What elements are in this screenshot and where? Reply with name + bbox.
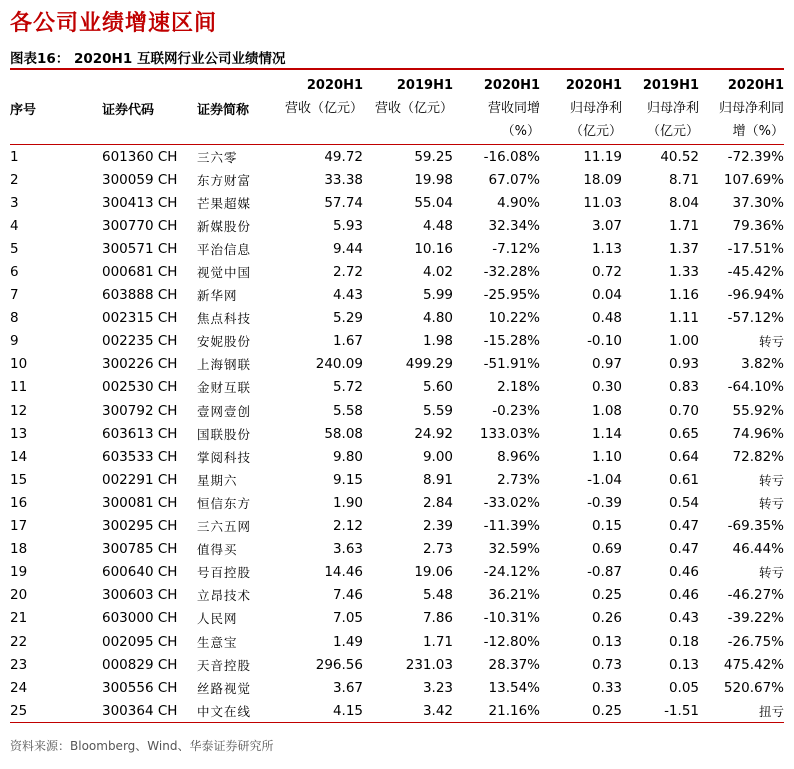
cell-rev20: 58.08 (324, 425, 363, 442)
cell-rev19: 499.29 (405, 356, 453, 373)
cell-name: 新媒股份 (197, 218, 252, 234)
cell-seq: 18 (10, 541, 28, 558)
cell-rev20: 3.67 (332, 679, 363, 696)
cell-name: 值得买 (197, 542, 238, 558)
cell-np-yoy: 72.82% (732, 448, 784, 465)
cell-name: 平治信息 (197, 241, 252, 257)
cell-seq: 13 (10, 425, 28, 442)
cell-name: 中文在线 (197, 703, 252, 719)
table-row (10, 653, 784, 676)
cell-np19: 8.04 (668, 194, 699, 211)
header-code: 证券代码 (102, 102, 155, 118)
cell-code: 300364 CH (102, 702, 178, 719)
table-row (10, 307, 784, 330)
cell-seq: 5 (10, 240, 19, 257)
cell-rev19: 2.39 (422, 518, 453, 535)
cell-np20: 0.25 (591, 587, 622, 604)
cell-rev20: 5.58 (332, 402, 363, 419)
cell-np19: 0.64 (668, 448, 699, 465)
cell-code: 603613 CH (102, 425, 178, 442)
cell-rev-yoy: -10.31% (483, 610, 540, 627)
cell-seq: 6 (10, 264, 19, 281)
table-row (10, 468, 784, 491)
cell-name: 国联股份 (197, 426, 252, 442)
cell-np20: 0.13 (591, 633, 622, 650)
cell-np19: 0.47 (668, 541, 699, 558)
cell-rev-yoy: -16.08% (483, 148, 540, 165)
cell-rev20: 4.15 (332, 702, 363, 719)
cell-code: 300226 CH (102, 356, 178, 373)
table-row (10, 445, 784, 468)
cell-np-yoy: 55.92% (732, 402, 784, 419)
cell-seq: 22 (10, 633, 28, 650)
cell-np-yoy: -64.10% (727, 379, 784, 396)
cell-np20: 0.25 (591, 702, 622, 719)
cell-np20: 0.33 (591, 679, 622, 696)
cell-np20: 11.19 (583, 148, 622, 165)
cell-seq: 2 (10, 171, 19, 188)
cell-rev19: 8.91 (422, 471, 453, 488)
cell-np20: 0.48 (591, 310, 622, 327)
figure-caption: 图表16： 2020H1 互联网行业公司业绩情况 (10, 51, 286, 67)
cell-code: 300556 CH (102, 679, 178, 696)
cell-rev20: 5.93 (332, 217, 363, 234)
header-rev20: 2020H1 营收（亿元） (284, 78, 363, 116)
cell-rev19: 2.84 (422, 494, 453, 511)
cell-np19: 0.13 (668, 656, 699, 673)
cell-rev-yoy: 10.22% (488, 310, 540, 327)
cell-name: 上海钢联 (197, 357, 252, 373)
cell-rev19: 5.48 (422, 587, 453, 604)
cell-rev-yoy: 13.54% (488, 679, 540, 696)
cell-code: 002530 CH (102, 379, 178, 396)
cell-np20: -0.87 (587, 564, 622, 581)
cell-rev19: 5.59 (422, 402, 453, 419)
cell-rev20: 5.72 (332, 379, 363, 396)
cell-rev20: 2.12 (332, 518, 363, 535)
cell-name: 人民网 (197, 611, 238, 627)
cell-rev20: 14.46 (324, 564, 363, 581)
cell-np20: 0.97 (591, 356, 622, 373)
cell-rev19: 4.80 (422, 310, 453, 327)
cell-rev20: 7.46 (332, 587, 363, 604)
page-title: 各公司业绩增速区间 (10, 10, 218, 36)
cell-seq: 9 (10, 333, 19, 350)
figure-caption-bar (10, 44, 784, 70)
cell-name: 立昂技术 (197, 588, 252, 604)
cell-code: 300603 CH (102, 587, 178, 604)
cell-rev-yoy: -25.95% (483, 287, 540, 304)
cell-rev-yoy: -11.39% (483, 518, 540, 535)
cell-np-yoy: -57.12% (727, 310, 784, 327)
header-name: 证券简称 (197, 102, 250, 118)
cell-np19: 1.37 (668, 240, 699, 257)
cell-np19: 8.71 (668, 171, 699, 188)
cell-rev19: 19.06 (414, 564, 453, 581)
cell-seq: 20 (10, 587, 28, 604)
cell-seq: 21 (10, 610, 28, 627)
cell-np-yoy: 46.44% (732, 541, 784, 558)
cell-name: 掌阅科技 (197, 449, 252, 465)
table-row (10, 399, 784, 422)
cell-rev-yoy: 32.34% (488, 217, 540, 234)
cell-rev-yoy: -12.80% (483, 633, 540, 650)
cell-rev19: 5.99 (422, 287, 453, 304)
header-np-yoy: 2020H1 归母净利同 增（%） (718, 78, 784, 139)
cell-np19: 0.43 (668, 610, 699, 627)
cell-np-yoy: -46.27% (727, 587, 784, 604)
cell-np19: 1.00 (668, 333, 699, 350)
cell-np20: 18.09 (583, 171, 622, 188)
cell-code: 300413 CH (102, 194, 178, 211)
cell-code: 300081 CH (102, 494, 178, 511)
cell-rev19: 231.03 (405, 656, 453, 673)
table-row (10, 168, 784, 191)
cell-rev20: 9.15 (332, 471, 363, 488)
cell-rev-yoy: 67.07% (488, 171, 540, 188)
cell-rev19: 55.04 (414, 194, 453, 211)
cell-code: 300792 CH (102, 402, 178, 419)
cell-seq: 16 (10, 494, 28, 511)
cell-rev-yoy: -33.02% (483, 494, 540, 511)
cell-code: 000681 CH (102, 264, 178, 281)
cell-name: 三六五网 (197, 519, 252, 535)
table-row (10, 630, 784, 653)
cell-rev-yoy: -32.28% (483, 264, 540, 281)
cell-rev19: 24.92 (414, 425, 453, 442)
cell-code: 300571 CH (102, 240, 178, 257)
table-row (10, 191, 784, 214)
table-row (10, 237, 784, 260)
cell-np-yoy: -45.42% (727, 264, 784, 281)
cell-np20: 0.72 (591, 264, 622, 281)
cell-np19: 0.93 (668, 356, 699, 373)
cell-rev-yoy: 36.21% (488, 587, 540, 604)
cell-seq: 19 (10, 564, 28, 581)
cell-code: 002315 CH (102, 310, 178, 327)
table-row (10, 699, 784, 723)
cell-rev19: 5.60 (422, 379, 453, 396)
cell-np-yoy: 转亏 (758, 565, 784, 581)
cell-np19: -1.51 (664, 702, 699, 719)
source-note: 资料来源：Bloomberg、Wind、华泰证券研究所 (10, 739, 274, 753)
cell-rev-yoy: 32.59% (488, 541, 540, 558)
cell-rev20: 1.67 (332, 333, 363, 350)
cell-np19: 1.33 (668, 264, 699, 281)
cell-name: 视觉中国 (197, 265, 252, 281)
cell-name: 焦点科技 (197, 311, 252, 327)
cell-np-yoy: -69.35% (727, 518, 784, 535)
cell-rev20: 9.80 (332, 448, 363, 465)
header-rev19: 2019H1 营收（亿元） (374, 78, 453, 116)
cell-rev19: 2.73 (422, 541, 453, 558)
cell-np20: 0.30 (591, 379, 622, 396)
cell-np-yoy: 107.69% (723, 171, 784, 188)
cell-rev19: 7.86 (422, 610, 453, 627)
cell-rev19: 9.00 (422, 448, 453, 465)
cell-rev20: 7.05 (332, 610, 363, 627)
cell-rev20: 4.43 (332, 287, 363, 304)
cell-np19: 1.11 (668, 310, 699, 327)
cell-np-yoy: 520.67% (723, 679, 784, 696)
cell-seq: 24 (10, 679, 28, 696)
cell-np19: 0.83 (668, 379, 699, 396)
cell-name: 芒果超媒 (197, 195, 252, 211)
cell-name: 三六零 (197, 149, 238, 165)
cell-seq: 15 (10, 471, 28, 488)
cell-name: 壹网壹创 (197, 403, 252, 419)
cell-rev-yoy: -7.12% (492, 240, 540, 257)
cell-np20: 3.07 (591, 217, 622, 234)
cell-rev-yoy: -24.12% (483, 564, 540, 581)
cell-rev-yoy: 4.90% (497, 194, 540, 211)
cell-np-yoy: 475.42% (723, 656, 784, 673)
cell-np20: 1.14 (591, 425, 622, 442)
cell-seq: 14 (10, 448, 28, 465)
cell-np-yoy: 扭亏 (758, 703, 784, 719)
cell-code: 000829 CH (102, 656, 178, 673)
cell-rev-yoy: -0.23% (492, 402, 540, 419)
cell-rev-yoy: 2.18% (497, 379, 540, 396)
cell-code: 601360 CH (102, 148, 178, 165)
cell-code: 300785 CH (102, 541, 178, 558)
cell-np20: 11.03 (583, 194, 622, 211)
cell-rev-yoy: 8.96% (497, 448, 540, 465)
cell-name: 东方财富 (197, 172, 252, 188)
cell-np20: 1.13 (591, 240, 622, 257)
cell-np-yoy: 79.36% (732, 217, 784, 234)
table-row (10, 584, 784, 607)
cell-np-yoy: -96.94% (727, 287, 784, 304)
cell-name: 恒信东方 (197, 495, 252, 511)
table-row (10, 422, 784, 445)
cell-name: 生意宝 (197, 634, 238, 650)
table-row (10, 145, 784, 169)
cell-np-yoy: 74.96% (732, 425, 784, 442)
cell-rev20: 296.56 (315, 656, 363, 673)
cell-np20: -0.39 (587, 494, 622, 511)
cell-rev-yoy: 2.73% (497, 471, 540, 488)
cell-rev-yoy: -51.91% (483, 356, 540, 373)
cell-np20: 1.08 (591, 402, 622, 419)
table-row (10, 607, 784, 630)
cell-name: 金财互联 (197, 380, 252, 396)
cell-np19: 0.70 (668, 402, 699, 419)
cell-np20: -0.10 (587, 333, 622, 350)
cell-np19: 0.54 (668, 494, 699, 511)
cell-rev20: 1.49 (332, 633, 363, 650)
cell-rev19: 10.16 (414, 240, 453, 257)
cell-rev19: 1.71 (422, 633, 453, 650)
cell-np19: 0.18 (668, 633, 699, 650)
cell-rev19: 1.98 (422, 333, 453, 350)
cell-code: 603888 CH (102, 287, 178, 304)
cell-np19: 1.71 (668, 217, 699, 234)
table-row (10, 260, 784, 283)
cell-np-yoy: 转亏 (758, 472, 784, 488)
cell-seq: 17 (10, 518, 28, 535)
cell-seq: 8 (10, 310, 19, 327)
cell-seq: 3 (10, 194, 19, 211)
cell-rev20: 2.72 (332, 264, 363, 281)
cell-np20: 0.73 (591, 656, 622, 673)
cell-np-yoy: -72.39% (727, 148, 784, 165)
cell-np19: 0.65 (668, 425, 699, 442)
cell-np19: 0.47 (668, 518, 699, 535)
cell-rev-yoy: 21.16% (488, 702, 540, 719)
cell-rev19: 3.42 (422, 702, 453, 719)
cell-name: 丝路视觉 (197, 680, 252, 696)
cell-rev20: 33.38 (324, 171, 363, 188)
cell-np20: 1.10 (591, 448, 622, 465)
cell-seq: 12 (10, 402, 28, 419)
cell-code: 300295 CH (102, 518, 178, 535)
cell-seq: 7 (10, 287, 19, 304)
cell-np-yoy: 转亏 (758, 334, 784, 350)
cell-rev-yoy: -15.28% (483, 333, 540, 350)
header-np19: 2019H1 归母净利 （亿元） (642, 78, 699, 139)
cell-rev-yoy: 28.37% (488, 656, 540, 673)
cell-code: 002235 CH (102, 333, 178, 350)
cell-name: 新华网 (197, 288, 238, 304)
table-row (10, 676, 784, 699)
table-row (10, 538, 784, 561)
cell-rev20: 240.09 (315, 356, 363, 373)
cell-rev19: 4.48 (422, 217, 453, 234)
cell-rev20: 1.90 (332, 494, 363, 511)
table-header-row (10, 72, 784, 145)
cell-rev19: 4.02 (422, 264, 453, 281)
performance-table (10, 72, 784, 723)
cell-rev19: 59.25 (414, 148, 453, 165)
cell-code: 603533 CH (102, 448, 178, 465)
header-rev-yoy: 2020H1 营收同增 （%） (483, 78, 540, 139)
cell-name: 号百控股 (197, 565, 252, 581)
cell-np20: 0.69 (591, 541, 622, 558)
cell-np20: 0.15 (591, 518, 622, 535)
table-row (10, 353, 784, 376)
cell-np20: -1.04 (587, 471, 622, 488)
cell-np-yoy: 3.82% (741, 356, 784, 373)
cell-code: 603000 CH (102, 610, 178, 627)
cell-rev20: 49.72 (324, 148, 363, 165)
cell-code: 600640 CH (102, 564, 178, 581)
table-row (10, 491, 784, 514)
cell-np19: 0.05 (668, 679, 699, 696)
cell-np19: 0.61 (668, 471, 699, 488)
cell-code: 002291 CH (102, 471, 178, 488)
cell-np-yoy: 37.30% (732, 194, 784, 211)
header-seq: 序号 (10, 102, 37, 118)
cell-rev-yoy: 133.03% (479, 425, 540, 442)
cell-rev20: 3.63 (332, 541, 363, 558)
cell-name: 星期六 (197, 472, 238, 488)
cell-np19: 40.52 (660, 148, 699, 165)
cell-rev20: 5.29 (332, 310, 363, 327)
cell-np19: 0.46 (668, 587, 699, 604)
cell-seq: 11 (10, 379, 28, 396)
cell-np-yoy: 转亏 (758, 495, 784, 511)
cell-code: 300770 CH (102, 217, 178, 234)
cell-np19: 1.16 (668, 287, 699, 304)
table-row (10, 214, 784, 237)
cell-seq: 23 (10, 656, 28, 673)
cell-code: 300059 CH (102, 171, 178, 188)
table-row (10, 376, 784, 399)
cell-rev19: 19.98 (414, 171, 453, 188)
table-row (10, 515, 784, 538)
cell-np-yoy: -39.22% (727, 610, 784, 627)
cell-code: 002095 CH (102, 633, 178, 650)
cell-seq: 10 (10, 356, 28, 373)
cell-np-yoy: -17.51% (727, 240, 784, 257)
cell-np20: 0.04 (591, 287, 622, 304)
cell-seq: 4 (10, 217, 19, 234)
cell-rev19: 3.23 (422, 679, 453, 696)
table-row (10, 561, 784, 584)
cell-rev20: 9.44 (332, 240, 363, 257)
cell-np19: 0.46 (668, 564, 699, 581)
table-body (10, 145, 784, 723)
cell-name: 安妮股份 (197, 334, 252, 350)
header-np20: 2020H1 归母净利 （亿元） (565, 78, 622, 139)
cell-seq: 1 (10, 148, 19, 165)
cell-np20: 0.26 (591, 610, 622, 627)
cell-name: 天音控股 (197, 657, 252, 673)
table-row (10, 284, 784, 307)
table-row (10, 330, 784, 353)
cell-rev20: 57.74 (324, 194, 363, 211)
cell-np-yoy: -26.75% (727, 633, 784, 650)
cell-seq: 25 (10, 702, 28, 719)
